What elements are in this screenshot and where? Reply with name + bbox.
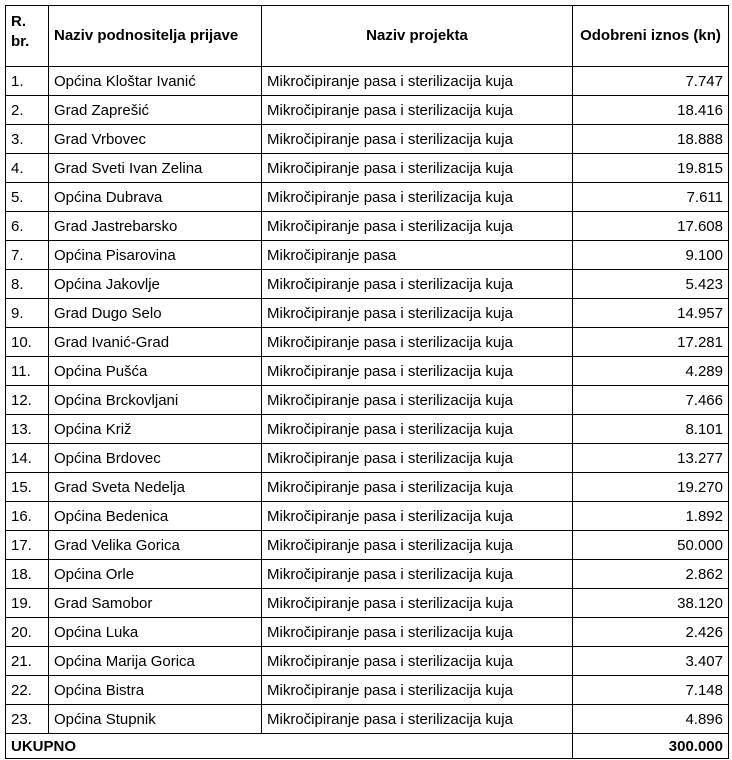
row-project: Mikročipiranje pasa i sterilizacija kuja: [262, 386, 573, 415]
row-project: Mikročipiranje pasa i sterilizacija kuja: [262, 705, 573, 734]
row-applicant: Općina Luka: [49, 618, 262, 647]
row-project: Mikročipiranje pasa i sterilizacija kuja: [262, 560, 573, 589]
row-project: Mikročipiranje pasa i sterilizacija kuja: [262, 154, 573, 183]
row-number: 3.: [6, 125, 49, 154]
row-amount: 19.270: [573, 473, 729, 502]
table-row: [6, 212, 729, 241]
table-row: [6, 618, 729, 647]
row-project: Mikročipiranje pasa i sterilizacija kuja: [262, 502, 573, 531]
grants-table: [5, 5, 729, 759]
row-amount: 13.277: [573, 444, 729, 473]
row-amount: 50.000: [573, 531, 729, 560]
row-applicant: Općina Marija Gorica: [49, 647, 262, 676]
row-amount: 2.862: [573, 560, 729, 589]
table-row: [6, 502, 729, 531]
row-applicant: Općina Orle: [49, 560, 262, 589]
row-project: Mikročipiranje pasa: [262, 241, 573, 270]
row-project: Mikročipiranje pasa i sterilizacija kuja: [262, 676, 573, 705]
row-amount: 19.815: [573, 154, 729, 183]
header-applicant: Naziv podnositelja prijave: [49, 6, 262, 67]
row-applicant: Općina Dubrava: [49, 183, 262, 212]
table-row: [6, 386, 729, 415]
row-applicant: Grad Zaprešić: [49, 96, 262, 125]
row-project: Mikročipiranje pasa i sterilizacija kuja: [262, 618, 573, 647]
row-number: 16.: [6, 502, 49, 531]
row-amount: 4.289: [573, 357, 729, 386]
row-amount: 1.892: [573, 502, 729, 531]
table-row: [6, 125, 729, 154]
row-applicant: Grad Samobor: [49, 589, 262, 618]
header-rbr-line1: R.: [11, 13, 26, 30]
row-applicant: Općina Stupnik: [49, 705, 262, 734]
row-project: Mikročipiranje pasa i sterilizacija kuja: [262, 473, 573, 502]
row-number: 22.: [6, 676, 49, 705]
table-row: [6, 299, 729, 328]
row-number: 12.: [6, 386, 49, 415]
row-amount: 18.416: [573, 96, 729, 125]
row-amount: 17.608: [573, 212, 729, 241]
row-applicant: Grad Sveti Ivan Zelina: [49, 154, 262, 183]
row-amount: 2.426: [573, 618, 729, 647]
header-row: [6, 6, 729, 67]
row-project: Mikročipiranje pasa i sterilizacija kuja: [262, 415, 573, 444]
total-row: [6, 734, 729, 759]
table-row: [6, 96, 729, 125]
row-applicant: Grad Vrbovec: [49, 125, 262, 154]
row-project: Mikročipiranje pasa i sterilizacija kuja: [262, 589, 573, 618]
table-row: [6, 270, 729, 299]
row-number: 11.: [6, 357, 49, 386]
header-project: Naziv projekta: [262, 6, 573, 67]
row-amount: 7.148: [573, 676, 729, 705]
table-row: [6, 154, 729, 183]
row-number: 8.: [6, 270, 49, 299]
row-project: Mikročipiranje pasa i sterilizacija kuja: [262, 96, 573, 125]
table-row: [6, 415, 729, 444]
row-number: 6.: [6, 212, 49, 241]
row-amount: 5.423: [573, 270, 729, 299]
row-project: Mikročipiranje pasa i sterilizacija kuja: [262, 328, 573, 357]
row-project: Mikročipiranje pasa i sterilizacija kuja: [262, 444, 573, 473]
row-amount: 9.100: [573, 241, 729, 270]
row-applicant: Grad Jastrebarsko: [49, 212, 262, 241]
row-amount: 4.896: [573, 705, 729, 734]
row-number: 18.: [6, 560, 49, 589]
row-amount: 3.407: [573, 647, 729, 676]
row-number: 2.: [6, 96, 49, 125]
row-applicant: Općina Jakovlje: [49, 270, 262, 299]
row-number: 7.: [6, 241, 49, 270]
table-row: [6, 676, 729, 705]
row-project: Mikročipiranje pasa i sterilizacija kuja: [262, 212, 573, 241]
row-applicant: Općina Pisarovina: [49, 241, 262, 270]
row-applicant: Općina Bistra: [49, 676, 262, 705]
row-number: 21.: [6, 647, 49, 676]
row-amount: 8.101: [573, 415, 729, 444]
row-project: Mikročipiranje pasa i sterilizacija kuja: [262, 299, 573, 328]
table-row: [6, 328, 729, 357]
row-applicant: Općina Brdovec: [49, 444, 262, 473]
row-number: 1.: [6, 67, 49, 96]
row-project: Mikročipiranje pasa i sterilizacija kuja: [262, 183, 573, 212]
row-amount: 18.888: [573, 125, 729, 154]
row-project: Mikročipiranje pasa i sterilizacija kuja: [262, 647, 573, 676]
table-row: [6, 444, 729, 473]
table-row: [6, 647, 729, 676]
header-amount: Odobreni iznos (kn): [573, 6, 729, 67]
table-row: [6, 560, 729, 589]
row-applicant: Općina Križ: [49, 415, 262, 444]
row-project: Mikročipiranje pasa i sterilizacija kuja: [262, 270, 573, 299]
row-number: 17.: [6, 531, 49, 560]
row-number: 5.: [6, 183, 49, 212]
table-row: [6, 473, 729, 502]
row-amount: 7.747: [573, 67, 729, 96]
table-row: [6, 67, 729, 96]
row-applicant: Općina Kloštar Ivanić: [49, 67, 262, 96]
header-rbr-line2: br.: [11, 33, 30, 50]
row-number: 14.: [6, 444, 49, 473]
row-number: 10.: [6, 328, 49, 357]
row-number: 9.: [6, 299, 49, 328]
row-applicant: Općina Brckovljani: [49, 386, 262, 415]
row-applicant: Grad Sveta Nedelja: [49, 473, 262, 502]
row-number: 4.: [6, 154, 49, 183]
row-applicant: Općina Pušća: [49, 357, 262, 386]
table-body: [6, 67, 729, 734]
table-row: [6, 589, 729, 618]
row-project: Mikročipiranje pasa i sterilizacija kuja: [262, 125, 573, 154]
row-amount: 7.611: [573, 183, 729, 212]
row-number: 13.: [6, 415, 49, 444]
table-row: [6, 241, 729, 270]
table-row: [6, 183, 729, 212]
header-rbr: [6, 6, 49, 67]
row-applicant: Grad Ivanić-Grad: [49, 328, 262, 357]
row-applicant: Općina Bedenica: [49, 502, 262, 531]
row-project: Mikročipiranje pasa i sterilizacija kuja: [262, 67, 573, 96]
table-row: [6, 705, 729, 734]
row-number: 19.: [6, 589, 49, 618]
row-amount: 17.281: [573, 328, 729, 357]
row-amount: 7.466: [573, 386, 729, 415]
row-amount: 38.120: [573, 589, 729, 618]
row-amount: 14.957: [573, 299, 729, 328]
row-project: Mikročipiranje pasa i sterilizacija kuja: [262, 531, 573, 560]
row-number: 20.: [6, 618, 49, 647]
row-number: 15.: [6, 473, 49, 502]
table-row: [6, 357, 729, 386]
row-applicant: Grad Dugo Selo: [49, 299, 262, 328]
total-label: UKUPNO: [6, 734, 573, 759]
table-header: [6, 6, 729, 67]
row-applicant: Grad Velika Gorica: [49, 531, 262, 560]
row-number: 23.: [6, 705, 49, 734]
row-project: Mikročipiranje pasa i sterilizacija kuja: [262, 357, 573, 386]
table-footer: [6, 734, 729, 759]
total-amount: 300.000: [573, 734, 729, 759]
table-row: [6, 531, 729, 560]
